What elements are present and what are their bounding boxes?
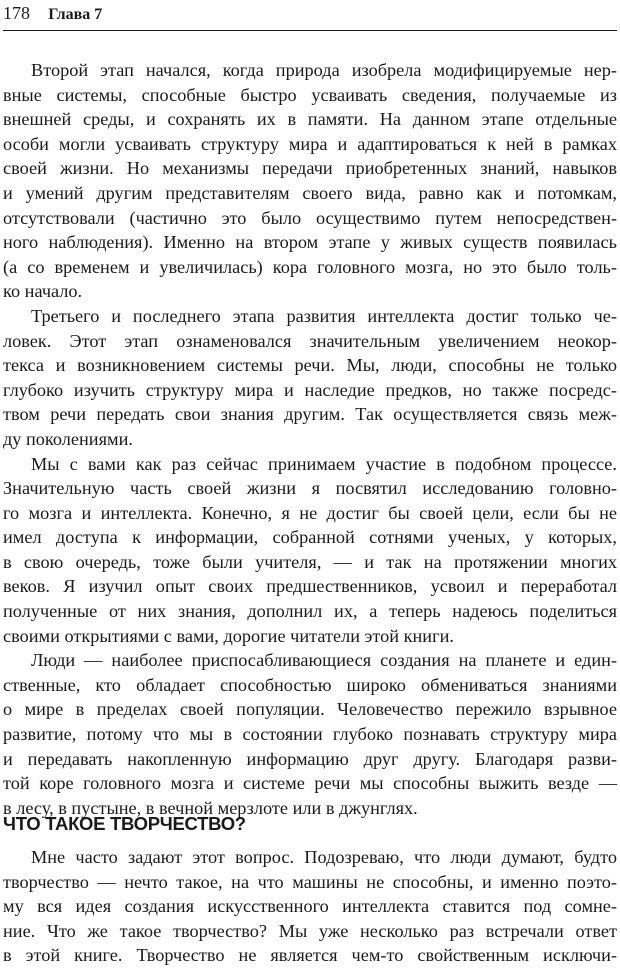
text-line: ного наблюдения). Именно на втором этапе у живых существ появилась bbox=[3, 232, 617, 253]
text-line: в лесу, в пустыне, в вечной мерзлоте или в джунглях. bbox=[3, 797, 418, 818]
text-line: твом речи передать свои знания другим. Так осуществляется связь меж- bbox=[3, 404, 617, 425]
text-line: в этой книге. Творчество не является чем-то свойственным исключи- bbox=[3, 945, 617, 966]
text-line: своей жизни. Но механизмы передачи приобретенных знаний, навыков bbox=[3, 158, 617, 179]
text-line: веков. Я изучил опыт своих предшественников, усвоил и переработал bbox=[3, 576, 617, 597]
text-line: развитие, потому что мы в состоянии глубоко познавать структуру мира bbox=[3, 724, 617, 745]
paragraph bbox=[3, 58, 617, 304]
text-line: отсутствовали (частично это было осуществимо путем непосредствен- bbox=[3, 207, 617, 228]
text-line: текса и возникновением системы речи. Мы, люди, способны не только bbox=[3, 355, 617, 376]
text-line: ственные, кто обладает способностью широко обмениваться знаниями bbox=[3, 674, 617, 695]
paragraph bbox=[3, 845, 617, 968]
text-line: глубоко изучить структуру мира и наследие предков, но также посредс- bbox=[3, 379, 617, 400]
text-line: о мире в пределах своей популяции. Человечество пережило взрывное bbox=[3, 699, 617, 720]
body-text bbox=[3, 58, 617, 820]
text-line: Третьего и последнего этапа развития интеллекта достиг только че- bbox=[31, 305, 617, 326]
paragraph bbox=[3, 304, 617, 452]
chapter-label: Глава 7 bbox=[48, 6, 103, 23]
text-line: имел доступа к информации, собранной сотнями ученых, у которых, bbox=[3, 527, 617, 548]
text-line: своими открытиями с вами, дорогие читатели этой книги. bbox=[3, 625, 454, 646]
text-line: Мне часто задают этот вопрос. Подозреваю, что люди думают, будто bbox=[31, 847, 617, 867]
paragraph bbox=[3, 452, 617, 649]
text-line: особи могли усваивать структуру мира и адаптироваться к ней в рамках bbox=[3, 133, 617, 154]
text-line: и умений другим представителям своего вида, равно как и потомкам, bbox=[3, 182, 617, 203]
text-line: му вся идея создания искусственного интеллекта ставится под сомне- bbox=[3, 896, 617, 917]
section-heading: ЧТО ТАКОЕ ТВОРЧЕСТВО? bbox=[3, 813, 246, 834]
text-line: в свою очередь, тоже были учителя, — и так на протяжении многих bbox=[3, 551, 617, 572]
text-line: и передавать накопленную информацию друг другу. Благодаря разви- bbox=[3, 748, 617, 769]
text-line: Второй этап начался, когда природа изобрела модифицируемые нер- bbox=[31, 60, 617, 80]
text-line: ду поколениями. bbox=[3, 428, 133, 449]
text-line: го мозга и интеллекта. Конечно, я не достиг бы своей цели, если бы не bbox=[3, 502, 617, 523]
text-line: ко начало. bbox=[3, 281, 83, 302]
text-line: (а со временем и увеличилась) кора головного мозга, но это было толь- bbox=[3, 256, 617, 277]
text-line: творчество — нечто такое, на что машины не способны, и именно поэто- bbox=[3, 871, 617, 892]
text-line: полученные от них знания, дополнил их, а теперь надеюсь поделиться bbox=[3, 601, 617, 622]
section-body bbox=[3, 845, 617, 968]
text-line: внешней среды, и сохранять их в памяти. На данном этапе отдельные bbox=[3, 109, 617, 130]
paragraph bbox=[3, 648, 617, 820]
page-number: 178 bbox=[3, 3, 30, 23]
text-line: ние. Что же такое творчество? Мы уже несколько раз встречали ответ bbox=[3, 920, 617, 941]
text-line: вные системы, способные быстро усваивать сведения, получаемые из bbox=[3, 84, 617, 105]
text-line: Люди — наиболее приспосабливающиеся создания на планете и един- bbox=[31, 650, 617, 671]
text-line: Значительную часть своей жизни я посвятил исследованию головно- bbox=[3, 478, 617, 499]
running-header bbox=[3, 2, 617, 31]
text-line: Мы с вами как раз сейчас принимаем участие в подобном процессе. bbox=[31, 453, 617, 474]
text-line: той коре головного мозга и системе речи мы способны выжить везде — bbox=[3, 773, 617, 794]
text-line: ловек. Этот этап ознаменовался значительным увеличением неокор- bbox=[3, 330, 617, 351]
